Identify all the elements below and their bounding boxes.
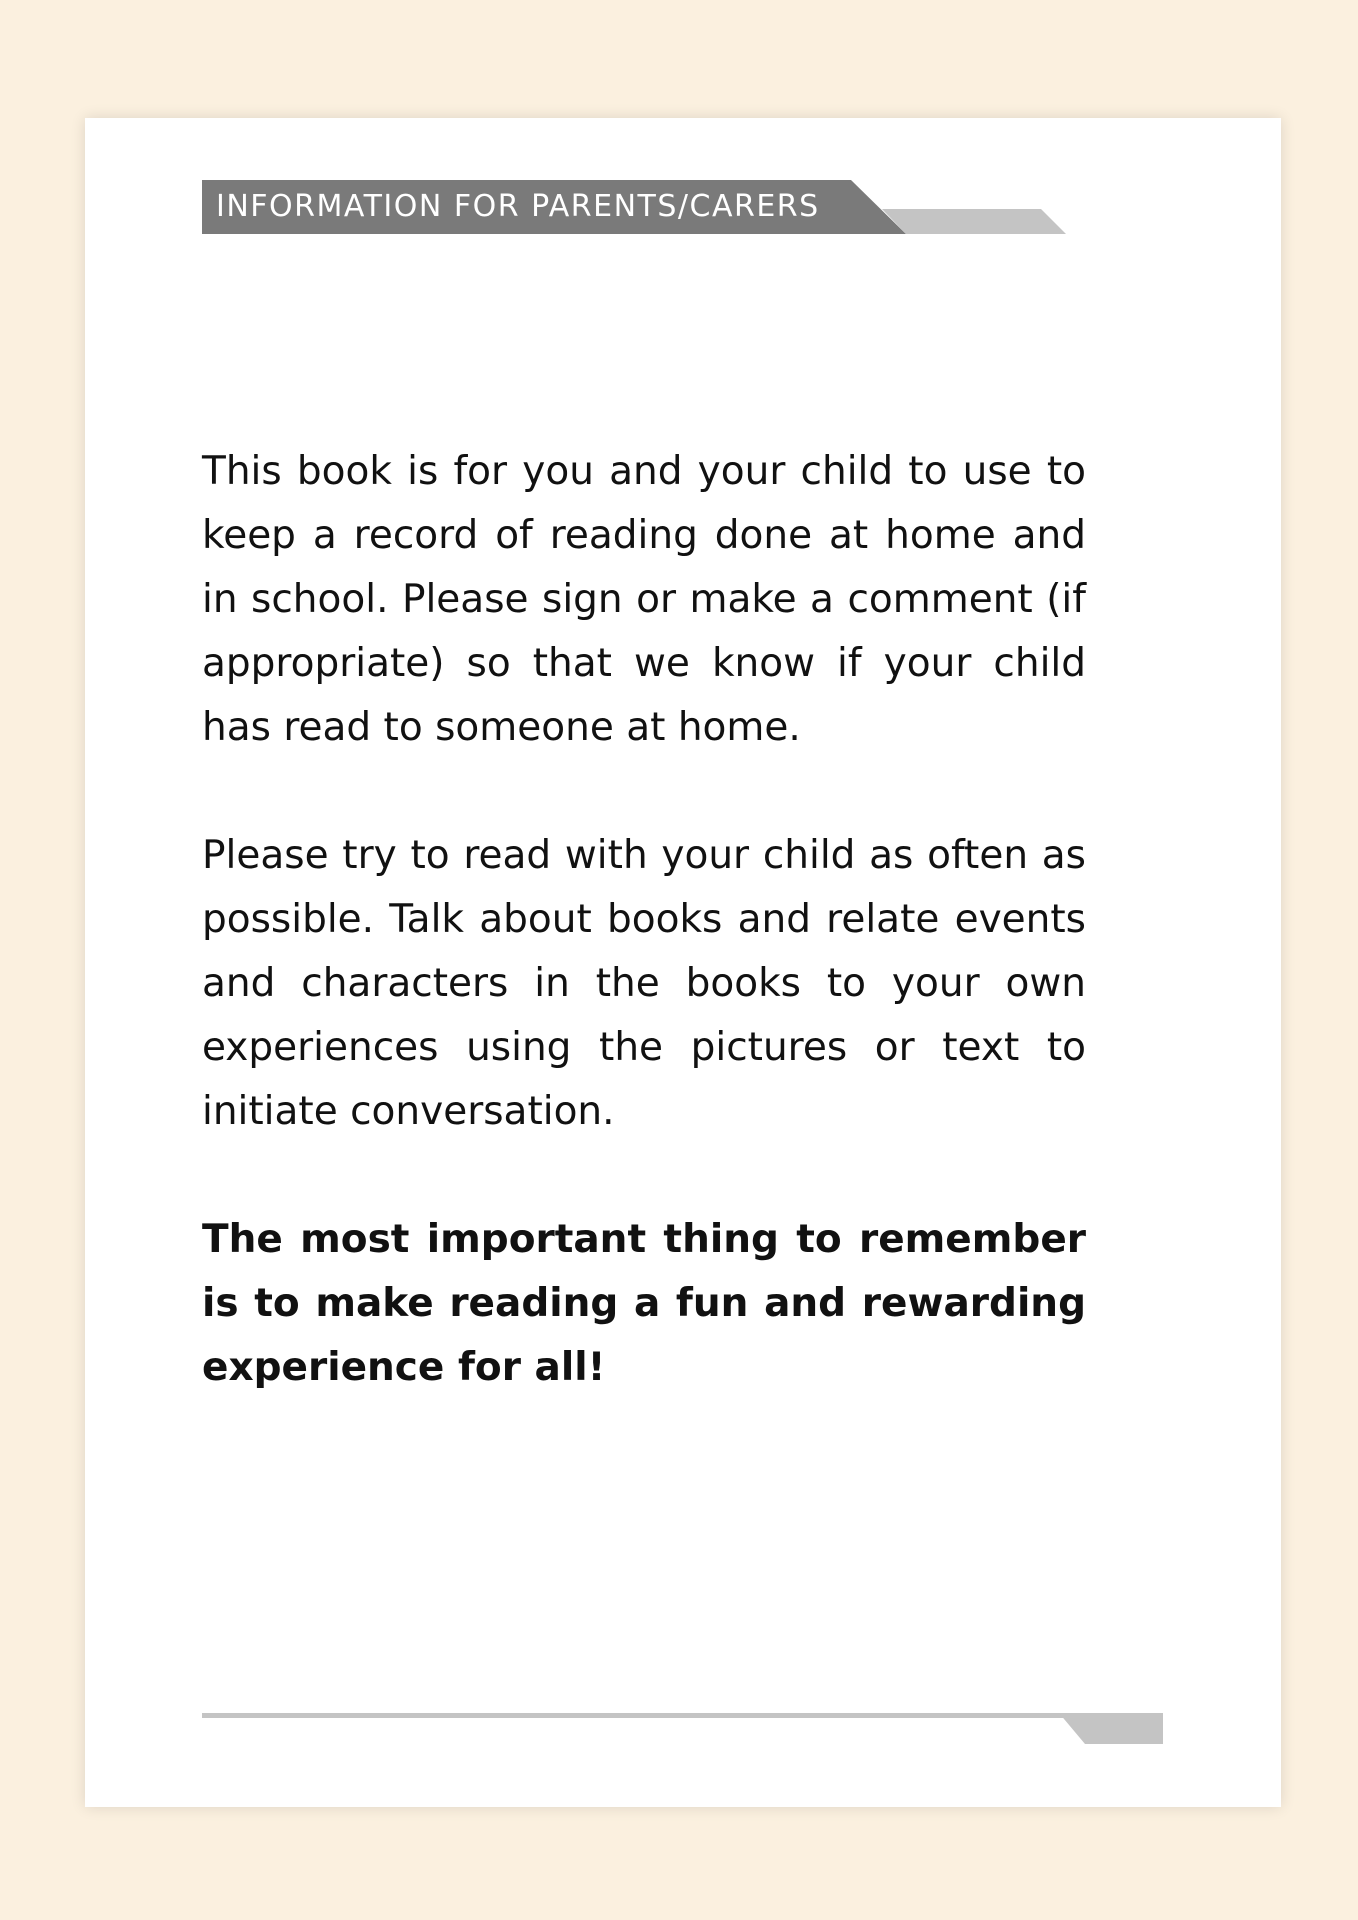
footer-rule-shape	[202, 1713, 1167, 1747]
header-title: INFORMATION FOR PARENTS/CARERS	[216, 189, 820, 224]
document-page	[85, 118, 1281, 1807]
section-header	[202, 180, 1072, 234]
footer-rule	[202, 1713, 1167, 1751]
paragraph-emphasis: The most important thing to remember is to make reading a fun and rewarding experience for all!	[202, 1217, 1086, 1390]
paragraph-advice: Please try to read with your child as often as possible. Talk about books and relate events and characters in the books to your own experiences using the pictures or text to initiate conversation.	[202, 833, 1086, 1134]
body-text	[202, 440, 1086, 1464]
paragraph-intro: This book is for you and your child to use to keep a record of reading done at home and in school. Please sign or make a comment (if appropriate) so that we know if your child has read to someone at home.	[202, 449, 1086, 750]
